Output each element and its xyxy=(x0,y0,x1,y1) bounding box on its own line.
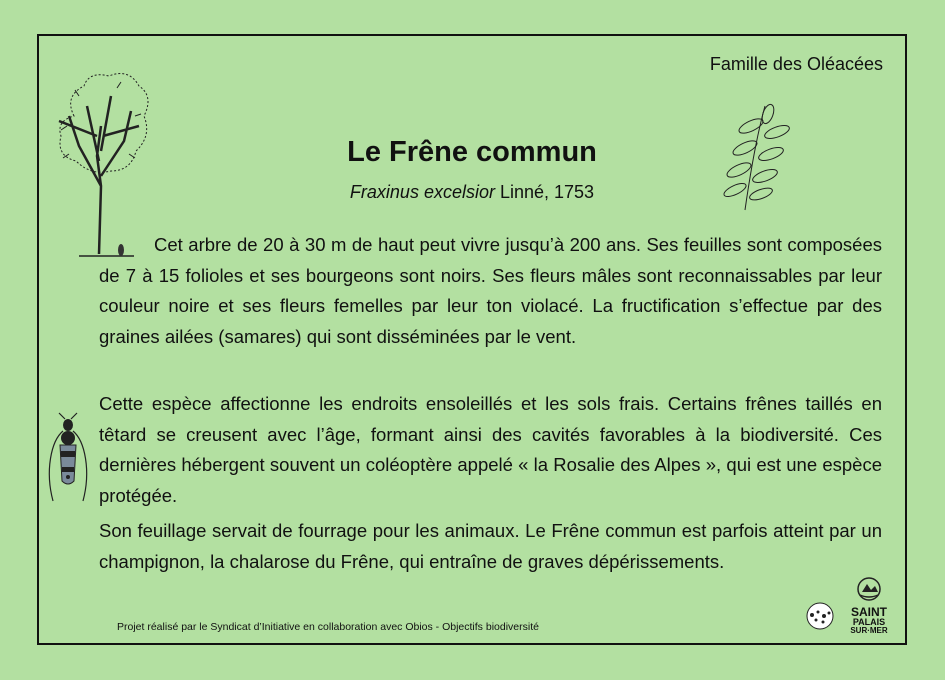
scientific-name: Fraxinus excelsior xyxy=(349,182,495,202)
scientific-name-line xyxy=(39,182,905,203)
paragraph-habitat: Cette espèce affectionne les endroits ensoleillés et les sols frais. Certains frênes taillés en têtard se creusent avec l’âge, formant ainsi des cavités favorables à la biodiversité. Ces dernières hébergent souvent un coléoptère appelé « la Rosalie des Alpes », qui est une espèce protégée. xyxy=(99,393,882,506)
logo-line2: PALAIS xyxy=(852,617,886,627)
family-label: Famille des Oléacées xyxy=(702,50,891,79)
saint-palais-logo xyxy=(839,576,899,635)
info-panel xyxy=(37,34,907,645)
paragraph-description: Cet arbre de 20 à 30 m de haut peut vivre jusqu’à 200 ans. Ses feuilles sont composées de 7 à 15 folioles et ses bourgeons sont noirs. Ses fleurs mâles sont reconnaissables par leur couleur noire et ses fleurs femelles par leur ton violacé. La fructification s’effectue par des graines ailées (samares) qui sont disséminées par le vent. xyxy=(99,234,882,347)
page-title: Le Frêne commun xyxy=(347,136,597,168)
beetle-icon xyxy=(43,411,93,506)
species-author: Linné, 1753 xyxy=(494,182,595,202)
saint-palais-logo-icon xyxy=(854,576,884,602)
paragraph-uses: Son feuillage servait de fourrage pour les animaux. Le Frêne commun est parfois atteint par un champignon, la chalarose du Frêne, qui entraîne de graves dépérissements. xyxy=(99,520,882,572)
logo-line1: SAINT xyxy=(851,605,887,619)
project-credit: Projet réalisé par le Syndicat d’Initiative en collaboration avec Obios - Objectifs biodiversité xyxy=(117,621,539,633)
logo-line3: SUR·MER xyxy=(850,626,888,635)
obios-logo-icon xyxy=(803,602,837,630)
